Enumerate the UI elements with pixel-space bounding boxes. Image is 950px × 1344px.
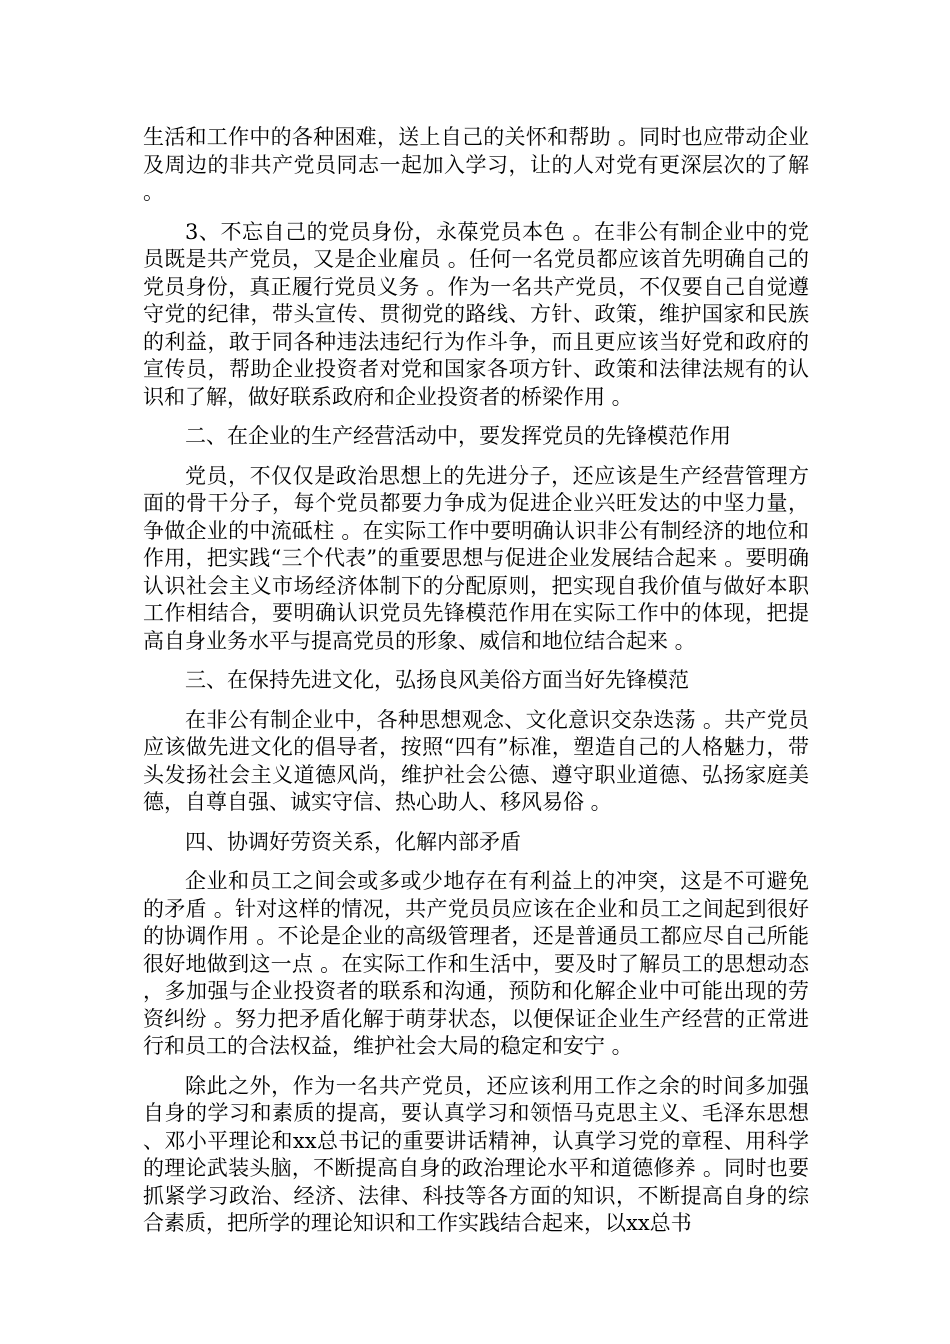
paragraph-advanced-culture: 在非公有制企业中，各种思想观念、文化意识交杂迭荡 。共产党员应该做先进文化的倡导者，按照“四有”标准，塑造自己的人格魅力，带头发扬社会主义道德风尚，维护社会公德、遵守职业道德、弘扬家庭美德，自尊自强、诚实守信、热心助人、移风易俗 。	[143, 707, 809, 814]
paragraph-continuation: 生活和工作中的各种困难，送上自己的关怀和帮助 。同时也应带动企业及周边的非共产党员同志一起加入学习，让的人对党有更深层次的了解 。	[143, 125, 809, 204]
paragraph-party-identity: 3、不忘自己的党员身份，永葆党员本色 。在非公有制企业中的党员既是共产党员，又是企业雇员 。任何一名党员都应该首先明确自己的党员身份，真正履行党员义务 。作为一名共产党员，不仅要自己自觉遵守党的纪律，带头宣传、贯彻党的路线、方针、政策，维护国家和民族的利益，敢于同各种违法违纪行为作斗争，而且更应该当好党和政府的宣传员，帮助企业投资者对党和国家各项方针、政策和法律法规有的认识和了解，做好联系政府和企业投资者的桥梁作用 。	[143, 219, 809, 409]
paragraph-labor-relations: 企业和员工之间会或多或少地存在有利益上的冲突，这是不可避免的矛盾 。针对这样的情况，共产党员员应该在企业和员工之间起到很好的协调作用 。不论是企业的高级管理者，还是普通员工都应尽自己所能很好地做到这一点 。在实际工作和生活中，要及时了解员工的思想动态，多加强与企业投资者的联系和沟通，预防和化解企业中可能出现的劳资纠纷 。努力把矛盾化解于萌芽状态，以便保证企业生产经营的正常进行和员工的合法权益，维护社会大局的稳定和安宁 。	[143, 869, 809, 1058]
section-heading-four: 四、协调好劳资关系，化解内部矛盾	[185, 829, 521, 854]
paragraph-self-study: 除此之外，作为一名共产党员，还应该利用工作之余的时间多加强自身的学习和素质的提高，要认真学习和领悟马克思主义、毛泽东思想、邓小平理论和xx总书记的重要讲话精神，认真学习党的章程、用科学的理论武装头脑，不断提高自身的政治理论水平和道德修养 。同时也要抓紧学习政治、经济、法律、科技等各方面的知识，不断提高自身的综合素质，把所学的理论知识和工作实践结合起来，以xx总书	[143, 1073, 809, 1235]
paragraph-backbone: 党员，不仅仅是政治思想上的先进分子，还应该是生产经营管理方面的骨干分子，每个党员都要力争成为促进企业兴旺发达的中坚力量，争做企业的中流砥柱 。在实际工作中要明确认识非公有制经济的地位和作用，把实践“三个代表”的重要思想与促进企业发展结合起来 。要明确认识社会主义市场经济体制下的分配原则，把实现自我价值与做好本职工作相结合，要明确认识党员先锋模范作用在实际工作中的体现，把提高自身业务水平与提高党员的形象、威信和地位结合起来 。	[143, 463, 809, 653]
document-page	[143, 124, 809, 1250]
section-heading-two: 二、在企业的生产经营活动中，要发挥党员的先锋模范作用	[185, 424, 731, 448]
section-heading-three: 三、在保持先进文化，弘扬良风美俗方面当好先锋模范	[185, 668, 689, 692]
